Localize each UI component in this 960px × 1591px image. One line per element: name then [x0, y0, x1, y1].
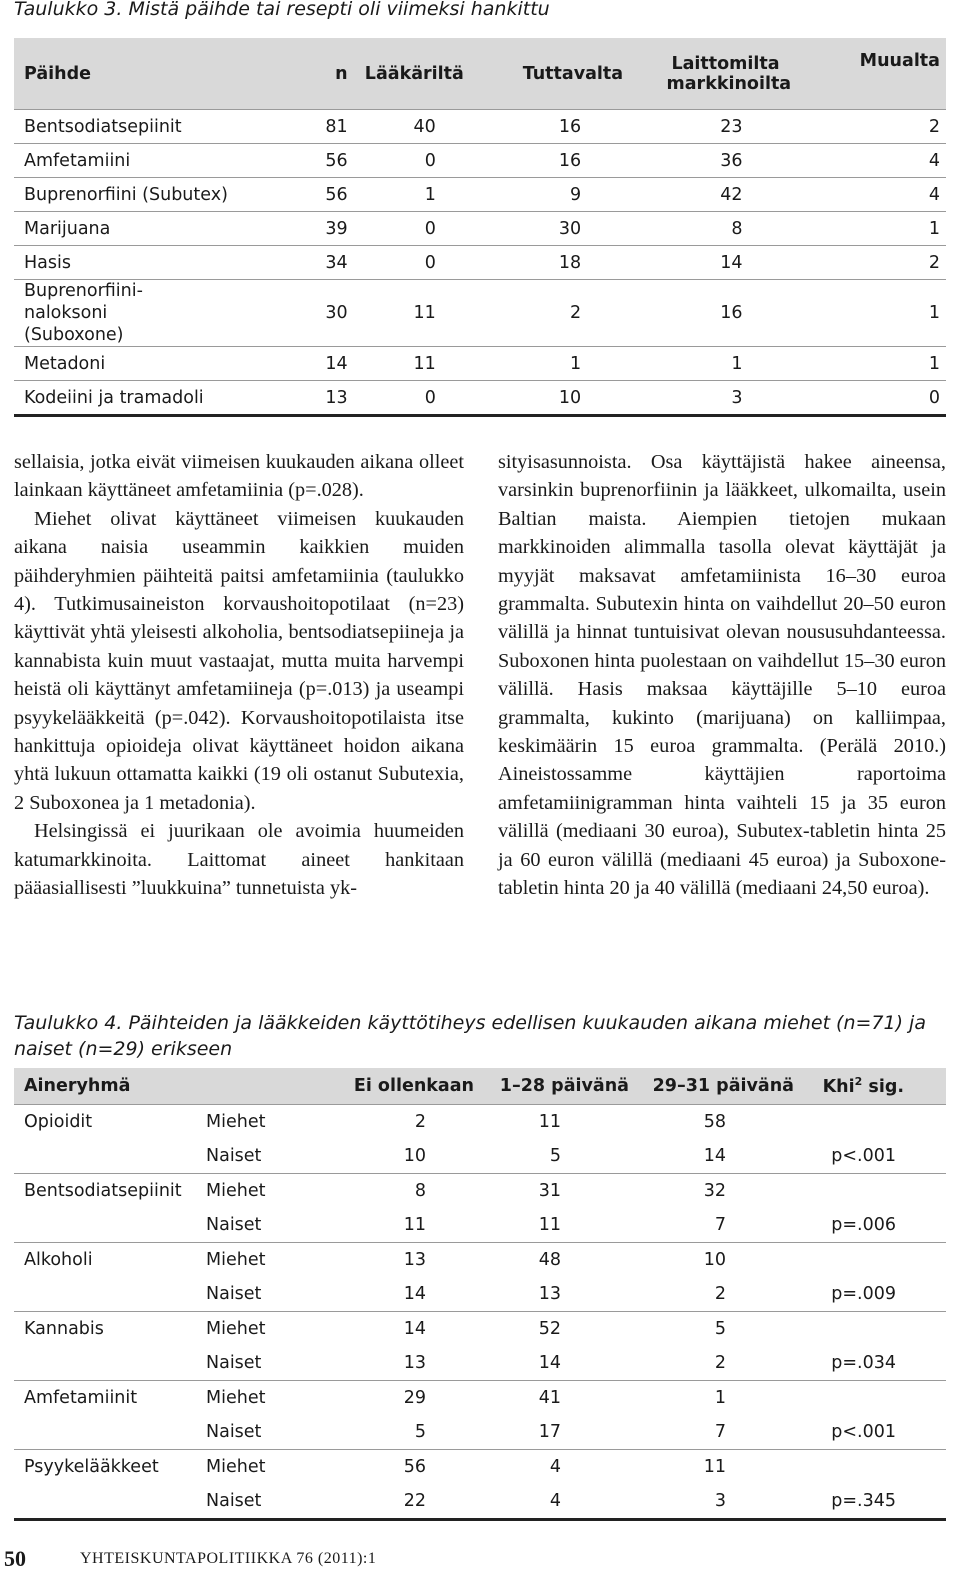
table4-cell-gender: Miehet	[206, 1105, 324, 1140]
table4-cell-value: 10	[403, 1146, 426, 1166]
table4-cell-gender: Naiset	[206, 1146, 262, 1166]
table4-cell-value: 58	[629, 1105, 794, 1140]
table3-cell-value: 1	[785, 212, 946, 246]
table4-cell-value: 29	[324, 1381, 474, 1416]
table3-row	[14, 110, 946, 144]
journal-name: YHTEISKUNTAPOLITIIKKA 76 (2011):1	[80, 1550, 377, 1567]
table4-cell-significance: p<.001	[831, 1422, 896, 1442]
table4-cell-gender: Naiset	[206, 1215, 262, 1235]
table3-cell-value: 16	[464, 144, 623, 178]
table3-cell-value: 81	[272, 110, 347, 144]
table3-row	[14, 212, 946, 246]
table4-cell-significance: p=.345	[794, 1484, 946, 1520]
table4-cell-gender: Miehet	[206, 1381, 324, 1416]
table4-cell-gender: Miehet	[206, 1450, 324, 1485]
table3-row	[14, 178, 946, 212]
table3-cell-value: 56	[272, 144, 347, 178]
table4-cell-value: 52	[474, 1312, 629, 1347]
table3-cell-value: 14	[623, 246, 784, 280]
table4-cell-value: 14	[403, 1284, 426, 1304]
table3-cell-value: 1	[348, 178, 464, 212]
table4-row-women	[14, 1139, 946, 1174]
table3-row	[14, 347, 946, 381]
table4-cell-empty	[14, 1415, 206, 1450]
table4-cell-empty	[794, 1381, 946, 1416]
table4-cell-empty	[14, 1139, 206, 1174]
table3-caption: Taulukko 3. Mistä päihde tai resepti oli viimeksi hankittu	[14, 0, 550, 20]
header-tuttavalta: Tuttavalta	[522, 63, 624, 84]
table4-row-women	[14, 1415, 946, 1450]
table3-cell-substance: Bentsodiatsepiinit	[14, 110, 272, 144]
table4-caption: Taulukko 4. Päihteiden ja lääkkeiden käyttötiheys edellisen kuukauden aikana miehet (n=71) ja naiset (n=29) erikseen	[14, 1012, 926, 1060]
header-paihde: Päihde	[24, 63, 92, 84]
table3-cell-value: 2	[785, 110, 946, 144]
table4-cell-gender: Naiset	[206, 1422, 262, 1442]
page-number: 50	[4, 1546, 26, 1571]
header-gender	[206, 1068, 324, 1105]
table3-cell-substance: Kodeiini ja tramadoli	[14, 381, 272, 416]
table4-cell-group: Alkoholi	[14, 1243, 206, 1278]
table4-cell-value: 5	[629, 1312, 794, 1347]
header-laakarilta: Lääkäriltä	[364, 63, 464, 84]
table3-cell-value: 1	[785, 347, 946, 381]
table3-cell-value: 1	[623, 347, 784, 381]
table4-cell-empty	[794, 1450, 946, 1485]
table4-cell-value: 4	[474, 1450, 629, 1485]
table3-cell-value: 0	[348, 212, 464, 246]
table4-cell-value: 5	[549, 1146, 561, 1166]
table4-cell-value: 7	[714, 1215, 726, 1235]
table4-cell-group: Psyykelääkkeet	[14, 1450, 206, 1485]
table4-cell-value: 22	[324, 1484, 474, 1520]
table4-cell-value: 2	[714, 1284, 726, 1304]
table3-cell-value: 30	[272, 280, 347, 347]
table3-cell-substance: Buprenorfiini (Subutex)	[14, 178, 272, 212]
table4-cell-value: 14	[324, 1312, 474, 1347]
table4-cell-value: 1	[629, 1381, 794, 1416]
header-aineryhma: Aineryhmä	[24, 1076, 131, 1096]
table4-cell-empty	[794, 1243, 946, 1278]
table3-cell-value: 0	[785, 381, 946, 416]
table3-cell-value: 10	[464, 381, 623, 416]
table4-cell-value: 14	[538, 1353, 561, 1373]
table3-cell-value: 1	[464, 347, 623, 381]
table3-cell-substance: Marijuana	[14, 212, 272, 246]
table4-row-men	[14, 1381, 946, 1416]
table4-cell-gender: Miehet	[206, 1243, 324, 1278]
header-ei-ollenkaan: Ei ollenkaan	[353, 1076, 474, 1096]
header-sig-text: sig.	[862, 1076, 904, 1097]
table3-cell-value: 23	[623, 110, 784, 144]
table4-row-men	[14, 1105, 946, 1140]
table4-cell-significance: p=.009	[831, 1284, 896, 1304]
table4-row-men	[14, 1174, 946, 1209]
table4-row-women	[14, 1208, 946, 1243]
table4-cell-group: Amfetamiinit	[14, 1381, 206, 1416]
table4-cell-gender: Naiset	[206, 1353, 262, 1373]
table4-cell-value: 5	[414, 1422, 426, 1442]
table4-cell-value: 4	[474, 1484, 629, 1520]
table4-cell-value: 31	[474, 1174, 629, 1209]
table3-cell-value: 42	[623, 178, 784, 212]
table3-row	[14, 381, 946, 416]
table4-cell-value: 11	[538, 1215, 561, 1235]
table3-row	[14, 246, 946, 280]
header-n: n	[335, 63, 348, 84]
table3-cell-value: 8	[623, 212, 784, 246]
table4-row-women	[14, 1346, 946, 1381]
table4-cell-value: 11	[403, 1215, 426, 1235]
table4-cell-value: 14	[703, 1146, 726, 1166]
table4-cell-gender: Naiset	[206, 1284, 262, 1304]
table4-cell-group: Opioidit	[14, 1105, 206, 1140]
table3-cell-value: 11	[348, 347, 464, 381]
table3-cell-value: 39	[272, 212, 347, 246]
table3-row	[14, 144, 946, 178]
table4-cell-group: Bentsodiatsepiinit	[14, 1174, 206, 1209]
table4-cell-empty	[14, 1484, 206, 1520]
table4-row-women	[14, 1484, 946, 1520]
table3-cell-value: 16	[464, 110, 623, 144]
paragraph: Miehet olivat käyttäneet viimeisen kuukauden aikana naisia useammin kaikkien muiden päihderyhmien päihteitä paitsi amfetamiinia (taulukko 4). Tutkimusaineiston korvaushoitopotilaat (n=23) käyttivät yhtä yleisesti alkoholia, bentsodiatsepiineja ja kannabista kuin muut vastaajat, mutta muita harvempi heistä oli käyttänyt amfetamiineja (p=.013) ja useampi psyykelääkkeitä (p=.042). Korvaushoitopotilaista itse hankittuja opioideja olivat käyttäneet hoidon aikana yhtä lukuun ottamatta kaikki (19 oli ostanut Subutexia, 2 Suboxonea ja 1 metadonia).	[14, 507, 464, 814]
table4-cell-significance: p=.006	[831, 1215, 896, 1235]
header-1-28-paivana: 1–28 päivänä	[499, 1076, 629, 1096]
table4-cell-value: 41	[474, 1381, 629, 1416]
table4-cell-value: 17	[538, 1422, 561, 1442]
table3-cell-value: 4	[785, 144, 946, 178]
table3-cell-value: 2	[785, 246, 946, 280]
body-column-right	[498, 448, 946, 903]
header-khi-superscript: 2	[854, 1075, 863, 1089]
table3-cell-value: 14	[272, 347, 347, 381]
table4-cell-empty	[794, 1174, 946, 1209]
header-khi2-sig	[794, 1068, 946, 1105]
table4-cell-significance: p=.034	[831, 1353, 896, 1373]
table4-cell-value: 11	[474, 1105, 629, 1140]
table3-cell-value: 16	[623, 280, 784, 347]
table-4	[14, 1068, 946, 1521]
paragraph: sellaisia, jotka eivät viimeisen kuukauden aikana olleet lainkaan käyttäneet amfetamiinia (p=.028).	[14, 451, 464, 502]
table4-cell-gender: Miehet	[206, 1312, 324, 1347]
paragraph: sityisasunnoista. Osa käyttäjistä hakee aineensa, varsinkin buprenorfiinin ja lääkkeet, ulkomailta, usein Baltian maista. Aiempien tietojen mukaan markkinoiden alimmalla tasolla olevat käyttäjät ja myyjät maksavat amfetamiinista 16–30 euroa grammalta. Subutexin hinta on vaihdellut 20–50 euron välillä ja hinnat tuntuisivat olevan noususuhdanteessa. Suboxonen hinta puolestaan on vaihdellut 15–30 euron välillä. Hasis maksaa käyttäjille 5–10 euroa grammalta, kukinto (marijuana) on kalliimpaa, keskimäärin 15 euroa grammalta. (Perälä 2010.) Aineistossamme käyttäjien raportoima amfetamiinigramman hinta vaihteli 15 ja 35 euron välillä (mediaani 30 euroa), Subutex-tabletin hinta 25 ja 60 euron välillä (mediaani 45 euroa) ja Suboxone-tabletin hinta 20 ja 40 välillä (mediaani 24,50 euroa).	[498, 451, 946, 900]
table4-row-men	[14, 1243, 946, 1278]
table3-header-row	[14, 38, 946, 110]
table4-cell-value: 56	[324, 1450, 474, 1485]
table3-cell-value: 30	[464, 212, 623, 246]
table3-cell-substance: Buprenorfiini-naloksoni (Suboxone)	[14, 280, 272, 347]
table3-cell-value: 2	[464, 280, 623, 347]
table4-cell-value: 3	[629, 1484, 794, 1520]
table3-cell-value: 18	[464, 246, 623, 280]
table4-cell-value: 8	[324, 1174, 474, 1209]
table3-cell-value: 0	[348, 246, 464, 280]
table4-header-row	[14, 1068, 946, 1105]
table3-cell-value: 36	[623, 144, 784, 178]
header-laittomilta-markkinoilta	[623, 38, 792, 110]
header-laittomilta-markkinoilta-text: Laittomilta markkinoilta	[666, 53, 792, 94]
table3-cell-value: 40	[348, 110, 464, 144]
header-khi-text: Khi	[822, 1076, 855, 1097]
table3-cell-value: 0	[348, 144, 464, 178]
table3-cell-value: 34	[272, 246, 347, 280]
table4-cell-value: 2	[324, 1105, 474, 1140]
table4-cell-value: 13	[538, 1284, 561, 1304]
table4-cell-value: 48	[474, 1243, 629, 1278]
table4-cell-empty	[14, 1346, 206, 1381]
table4-cell-value: 13	[403, 1353, 426, 1373]
table3-cell-value: 3	[623, 381, 784, 416]
table3-cell-value: 4	[785, 178, 946, 212]
table4-cell-value: 2	[714, 1353, 726, 1373]
table4-cell-gender: Naiset	[206, 1484, 324, 1520]
table4-cell-group: Kannabis	[14, 1312, 206, 1347]
table4-row-men	[14, 1312, 946, 1347]
table4-cell-value: 11	[629, 1450, 794, 1485]
header-29-31-paivana: 29–31 päivänä	[652, 1076, 794, 1096]
table3-cell-value: 11	[348, 280, 464, 347]
table3-cell-value: 1	[785, 280, 946, 347]
table-3	[14, 38, 946, 417]
table4-cell-empty	[14, 1277, 206, 1312]
table3-cell-value: 56	[272, 178, 347, 212]
table4-cell-empty	[794, 1312, 946, 1347]
body-column-left	[14, 448, 464, 903]
table4-cell-gender: Miehet	[206, 1174, 324, 1209]
table4-cell-empty	[14, 1208, 206, 1243]
table4-cell-empty	[794, 1105, 946, 1140]
table4-cell-significance: p<.001	[831, 1146, 896, 1166]
table4-cell-value: 10	[629, 1243, 794, 1278]
header-muualta: Muualta	[859, 51, 940, 71]
table4-row-women	[14, 1277, 946, 1312]
table3-cell-value: 13	[272, 381, 347, 416]
table3-row	[14, 280, 946, 347]
table3-cell-substance: Hasis	[14, 246, 272, 280]
table4-cell-value: 32	[629, 1174, 794, 1209]
table3-cell-substance: Metadoni	[14, 347, 272, 381]
table3-cell-value: 9	[464, 178, 623, 212]
page-footer	[0, 1542, 960, 1591]
table4-row-men	[14, 1450, 946, 1485]
table4-cell-value: 13	[324, 1243, 474, 1278]
table3-cell-substance: Amfetamiini	[14, 144, 272, 178]
table4-cell-value: 7	[714, 1422, 726, 1442]
paragraph: Helsingissä ei juurikaan ole avoimia huumeiden katumarkkinoita. Laittomat aineet hankitaan pääasiallisesti ”luukkuina” tunnetuista yk-	[14, 820, 464, 900]
table3-cell-value: 0	[348, 381, 464, 416]
